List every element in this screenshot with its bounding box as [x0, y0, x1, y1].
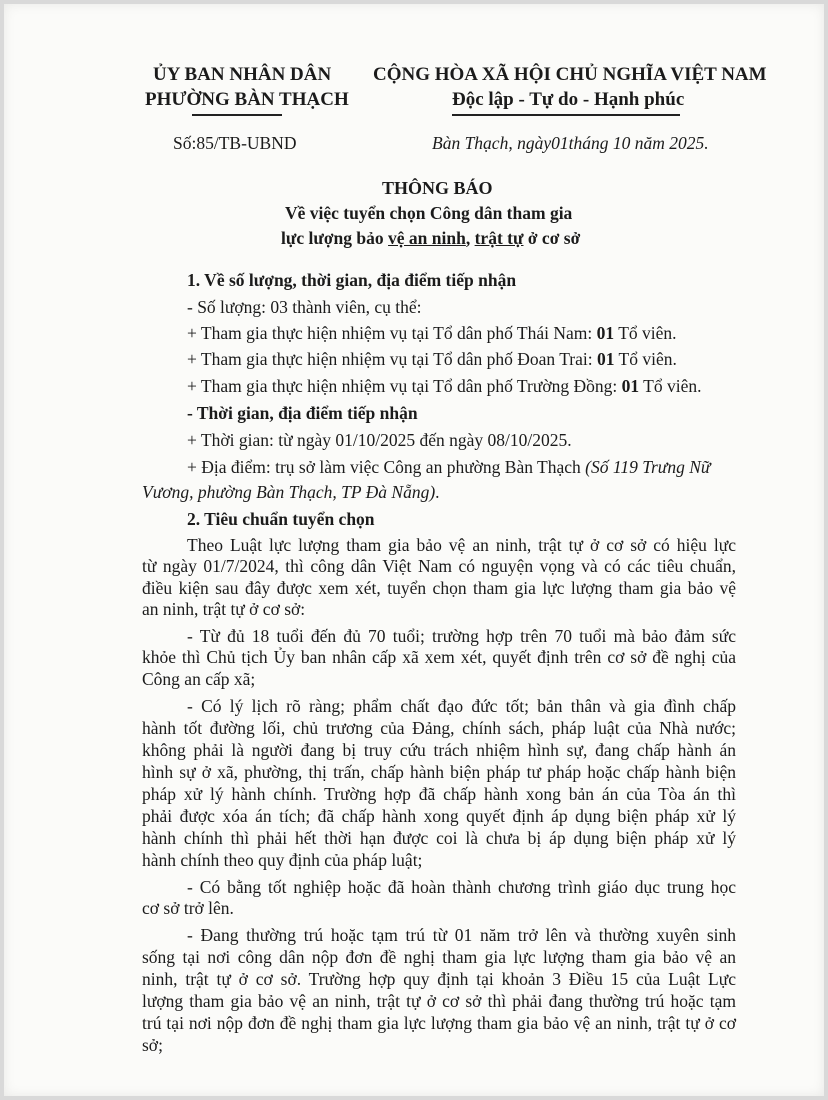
quantity-line: - Số lượng: 03 thành viên, cụ thể:: [187, 297, 422, 317]
document-title: THÔNG BÁO: [382, 178, 493, 198]
national-motto: Độc lập - Tự do - Hạnh phúc: [452, 89, 685, 110]
criteria-line: sở;: [142, 1035, 163, 1055]
criteria-line: - Đang thường trú hoặc tạm trú từ 01 năm trở lên và thường xuyên sinh: [187, 925, 736, 945]
intro-line: an ninh, trật tự ở cơ sở:: [142, 599, 306, 619]
reception-place-line1: + Địa điểm: trụ sở làm việc Công an phường Bàn Thạch (Số 119 Trưng Nữ: [187, 457, 711, 477]
criteria-line: hình sự ở xã, phường, thị trấn, chấp hành biện pháp tư pháp hoặc chấp hành biện: [142, 762, 736, 782]
criteria-line: hành chính thì phải hết thời hạn được coi là chưa bị áp dụng biện pháp xử lý: [142, 828, 736, 848]
criteria-line: ninh, trật tự ở cơ sở. Trường hợp quy định tại khoản 3 Điều 15 của Luật Lực: [142, 969, 736, 989]
reception-place-line2: Vương, phường Bàn Thạch, TP Đà Nẵng).: [142, 482, 440, 502]
criteria-line: hành chính theo quy định của pháp luật;: [142, 850, 423, 870]
criteria-line: Công an cấp xã;: [142, 669, 256, 689]
criteria-line: khỏe thì Chủ tịch Ủy ban nhân cấp xã xem xét, quyết định trên cơ sở đề nghị của: [142, 647, 736, 667]
quantity-item: + Tham gia thực hiện nhiệm vụ tại Tổ dân phố Trường Đồng: 01 Tổ viên.: [187, 376, 702, 396]
national-title: CỘNG HÒA XÃ HỘI CHỦ NGHĨA VIỆT NAM: [373, 64, 767, 85]
agency-name-line1: ỦY BAN NHÂN DÂN: [153, 64, 332, 85]
section2-heading: 2. Tiêu chuẩn tuyển chọn: [187, 509, 375, 529]
intro-line: từ ngày 01/7/2024, thì công dân Việt Nam có nguyện vọng và có các tiêu chuẩn,: [142, 556, 736, 576]
document-subject-line1: Về việc tuyển chọn Công dân tham gia: [285, 203, 573, 223]
motto-underline: [452, 114, 680, 116]
criteria-line: trú tại nơi nộp đơn đề nghị tham gia lực lượng tham gia bảo vệ an ninh, trật tự ở cơ: [142, 1013, 736, 1033]
reception-time: + Thời gian: từ ngày 01/10/2025 đến ngày 08/10/2025.: [187, 430, 572, 450]
criteria-line: phải được xóa án tích; đã chấp hành xong quyết định áp dụng biện pháp xử lý: [142, 806, 736, 826]
intro-line: Theo Luật lực lượng tham gia bảo vệ an ninh, trật tự ở cơ sở có hiệu lực: [187, 535, 736, 555]
section1-heading: 1. Về số lượng, thời gian, địa điểm tiếp nhận: [187, 270, 517, 290]
document-subject-line2: lực lượng bảo vệ an ninh, trật tự ở cơ sở: [281, 228, 581, 248]
criteria-line: - Có bằng tốt nghiệp hoặc đã hoàn thành chương trình giáo dục trung học: [187, 877, 736, 897]
quantity-item: + Tham gia thực hiện nhiệm vụ tại Tổ dân phố Thái Nam: 01 Tổ viên.: [187, 323, 677, 343]
criteria-line: cơ sở trở lên.: [142, 898, 234, 918]
intro-line: điều kiện sau đây được xem xét, tuyển chọn tham gia lực lượng tham gia bảo vệ: [142, 578, 736, 598]
criteria-line: pháp xử lý hành chính. Trường hợp đã chấp hành xong bản án của Tòa án thì: [142, 784, 736, 804]
criteria-line: hành tốt đường lối, chủ trương của Đảng, chính sách, pháp luật của Nhà nước;: [142, 718, 736, 738]
criteria-line: lượng tham gia bảo vệ an ninh, trật tự ở cơ sở thì phải đang thường trú hoặc tạm: [142, 991, 736, 1011]
agency-name-line2: PHƯỜNG BÀN THẠCH: [145, 89, 349, 110]
criteria-line: - Có lý lịch rõ ràng; phẩm chất đạo đức tốt; bản thân và gia đình chấp: [187, 696, 736, 716]
criteria-line: sống tại nơi công dân nộp đơn đề nghị tham gia lực lượng tham gia bảo vệ an: [142, 947, 736, 967]
criteria-line: - Từ đủ 18 tuổi đến đủ 70 tuổi; trường hợp trên 70 tuổi mà bảo đảm sức: [187, 626, 736, 646]
agency-underline: [192, 114, 282, 116]
quantity-item: + Tham gia thực hiện nhiệm vụ tại Tổ dân phố Đoan Trai: 01 Tổ viên.: [187, 349, 677, 369]
place-date: Bàn Thạch, ngày01tháng 10 năm 2025.: [432, 133, 709, 153]
time-place-heading: - Thời gian, địa điểm tiếp nhận: [187, 403, 418, 423]
criteria-line: không phải là người đang bị truy cứu trách nhiệm hình sự, đang chấp hành án: [142, 740, 736, 760]
document-number: Số:85/TB-UBND: [173, 133, 297, 153]
